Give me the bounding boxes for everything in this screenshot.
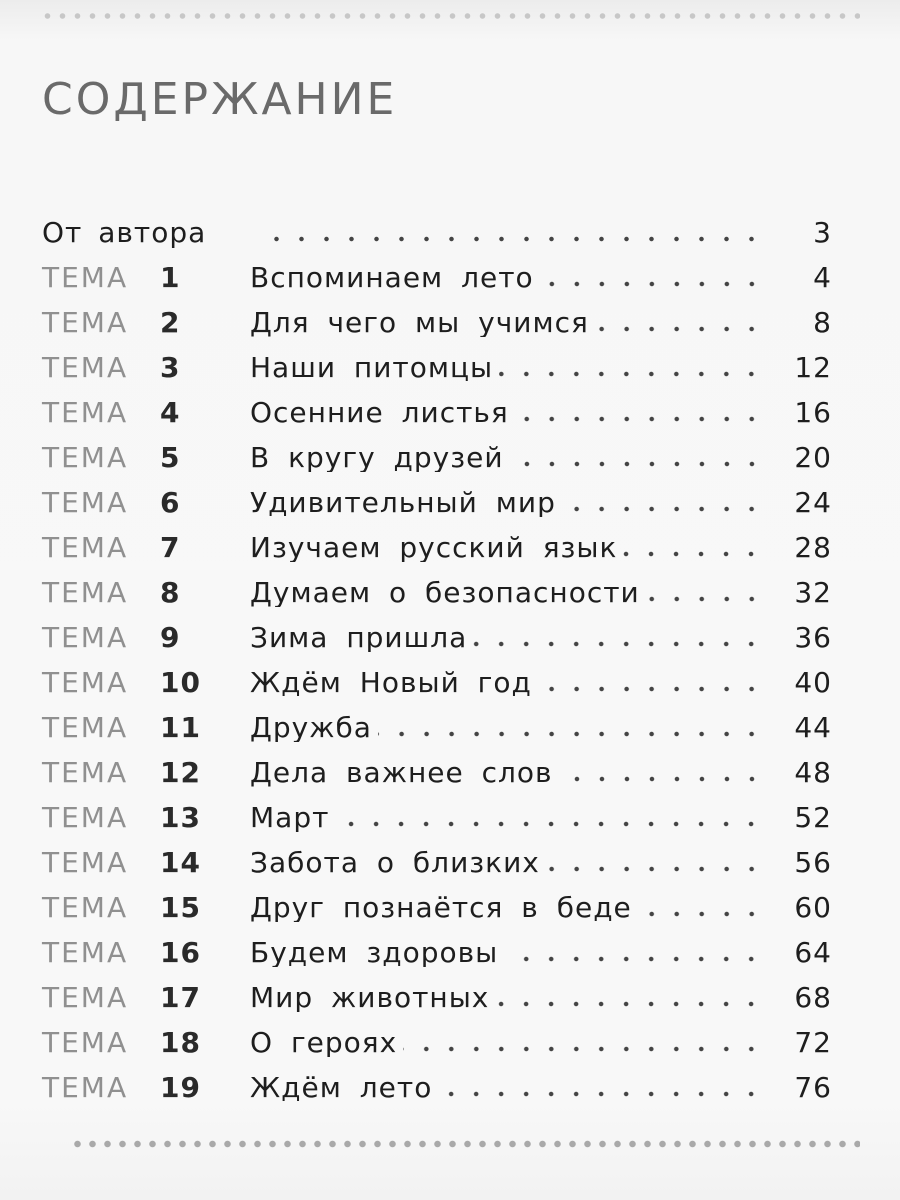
topic-page: 4 [813, 260, 832, 294]
topic-title: Для чего мы учимся [250, 308, 589, 337]
topic-page: 60 [794, 890, 832, 924]
topic-page: 24 [794, 485, 832, 519]
topic-entry [250, 444, 764, 472]
topic-page: 16 [794, 395, 832, 429]
topic-entry [250, 309, 764, 337]
topic-entry [250, 939, 764, 967]
topic-title: Осенние листья [250, 398, 509, 427]
topic-page: 32 [794, 575, 832, 609]
author-entry-label: От автора [42, 215, 207, 249]
topic-page: 12 [794, 350, 832, 384]
topic-page: 20 [794, 440, 832, 474]
dot-leader [510, 461, 764, 467]
topic-number: 4 [160, 395, 181, 429]
topic-page: 68 [794, 980, 832, 1014]
topic-entry [250, 534, 764, 562]
topic-title: Друг познаётся в беде [250, 893, 632, 922]
topic-number: 10 [160, 665, 201, 699]
topic-title: О героях [250, 1028, 398, 1057]
topic-word: ТЕМА [42, 350, 129, 384]
topic-entry [250, 894, 764, 922]
topic-title: Дела важнее слов [250, 758, 553, 787]
topic-word: ТЕМА [42, 935, 129, 969]
topic-title: Зима пришла [250, 623, 468, 652]
topic-word: ТЕМА [42, 710, 129, 744]
dot-leader [335, 821, 764, 827]
dot-leader [256, 236, 764, 242]
topic-entry [250, 804, 764, 832]
topic-entry [250, 984, 764, 1012]
topic-number: 14 [160, 845, 201, 879]
topic-word: ТЕМА [42, 440, 129, 474]
topic-number: 13 [160, 800, 201, 834]
topic-word: ТЕМА [42, 980, 129, 1014]
toc-row [42, 930, 832, 975]
topic-word: ТЕМА [42, 485, 129, 519]
topic-title: Ждём Новый год [250, 668, 532, 697]
toc-row [42, 1065, 832, 1110]
dot-leader [562, 506, 764, 512]
topic-word: ТЕМА [42, 665, 129, 699]
dot-leader [515, 416, 764, 422]
page-title: СОДЕРЖАНИЕ [42, 74, 398, 125]
topic-number: 5 [160, 440, 181, 474]
topic-word: ТЕМА [42, 530, 129, 564]
toc-row [42, 840, 832, 885]
topic-number: 11 [160, 710, 201, 744]
toc-row [42, 525, 832, 570]
topic-entry [250, 669, 764, 697]
topic-title: Будем здоровы [250, 938, 499, 967]
dot-leader [438, 1091, 764, 1097]
top-dotted-border [40, 12, 860, 20]
dot-leader [646, 596, 764, 602]
topic-title: Дружба [250, 713, 372, 742]
topic-number: 17 [160, 980, 201, 1014]
topic-entry [250, 1029, 764, 1057]
topic-title: Март [250, 803, 330, 832]
topic-entry [250, 399, 764, 427]
topic-title: Вспоминаем лето [250, 263, 534, 292]
toc-row [42, 795, 832, 840]
topic-page: 56 [794, 845, 832, 879]
toc-row [42, 300, 832, 345]
topic-title: Мир животных [250, 983, 490, 1012]
topic-number: 16 [160, 935, 201, 969]
topic-number: 1 [160, 260, 181, 294]
topic-list [42, 255, 832, 1110]
author-entry-page: 3 [813, 215, 832, 249]
topic-number: 8 [160, 575, 181, 609]
topic-title: Наши питомцы [250, 353, 494, 382]
topic-entry [250, 759, 764, 787]
dot-leader [546, 866, 764, 872]
topic-page: 28 [794, 530, 832, 564]
toc-row [42, 615, 832, 660]
topic-word: ТЕМА [42, 305, 129, 339]
topic-word: ТЕМА [42, 620, 129, 654]
topic-word: ТЕМА [42, 1025, 129, 1059]
topic-entry [250, 579, 764, 607]
toc-row [42, 435, 832, 480]
author-entry-leader-wrap [250, 224, 764, 242]
dot-leader [540, 281, 764, 287]
topic-word: ТЕМА [42, 1070, 129, 1104]
dot-leader [595, 326, 764, 332]
topic-number: 2 [160, 305, 181, 339]
topic-entry [250, 264, 764, 292]
topic-entry [250, 489, 764, 517]
topic-page: 40 [794, 665, 832, 699]
topic-word: ТЕМА [42, 575, 129, 609]
topic-page: 64 [794, 935, 832, 969]
toc-row [42, 480, 832, 525]
topic-number: 12 [160, 755, 201, 789]
dot-leader [473, 641, 764, 647]
topic-entry [250, 1074, 764, 1102]
topic-title: В кругу друзей [250, 443, 504, 472]
topic-page: 48 [794, 755, 832, 789]
topic-entry [250, 714, 764, 742]
toc-row-author [42, 210, 832, 255]
topic-entry [250, 849, 764, 877]
topic-title: Забота о близких [250, 848, 540, 877]
dot-leader [403, 1046, 764, 1052]
topic-number: 3 [160, 350, 181, 384]
toc-row [42, 255, 832, 300]
toc-row [42, 660, 832, 705]
dot-leader [378, 731, 764, 737]
topic-entry [250, 624, 764, 652]
topic-title: Думаем о безопасности [250, 578, 640, 607]
dot-leader [495, 1001, 764, 1007]
dot-leader [559, 776, 764, 782]
topic-page: 44 [794, 710, 832, 744]
bottom-dotted-border [70, 1139, 860, 1149]
topic-word: ТЕМА [42, 260, 129, 294]
topic-entry [250, 354, 764, 382]
toc-row [42, 345, 832, 390]
topic-number: 9 [160, 620, 181, 654]
toc-row [42, 570, 832, 615]
dot-leader [499, 371, 764, 377]
topic-title: Изучаем русский язык [250, 533, 618, 562]
topic-word: ТЕМА [42, 845, 129, 879]
toc-row [42, 705, 832, 750]
toc-row [42, 1020, 832, 1065]
topic-word: ТЕМА [42, 395, 129, 429]
dot-leader [504, 956, 764, 962]
toc-row [42, 750, 832, 795]
toc-row [42, 885, 832, 930]
dot-leader [538, 686, 764, 692]
topic-page: 52 [794, 800, 832, 834]
topic-title: Ждём лето [250, 1073, 433, 1102]
topic-word: ТЕМА [42, 890, 129, 924]
table-of-contents [42, 210, 832, 1110]
topic-number: 15 [160, 890, 201, 924]
topic-page: 8 [813, 305, 832, 339]
topic-page: 76 [794, 1070, 832, 1104]
topic-number: 18 [160, 1025, 201, 1059]
topic-page: 36 [794, 620, 832, 654]
toc-row [42, 390, 832, 435]
toc-row [42, 975, 832, 1020]
topic-number: 7 [160, 530, 181, 564]
topic-page: 72 [794, 1025, 832, 1059]
dot-leader [638, 911, 764, 917]
topic-title: Удивительный мир [250, 488, 556, 517]
topic-word: ТЕМА [42, 800, 129, 834]
dot-leader [623, 551, 764, 557]
topic-number: 6 [160, 485, 181, 519]
topic-word: ТЕМА [42, 755, 129, 789]
topic-number: 19 [160, 1070, 201, 1104]
